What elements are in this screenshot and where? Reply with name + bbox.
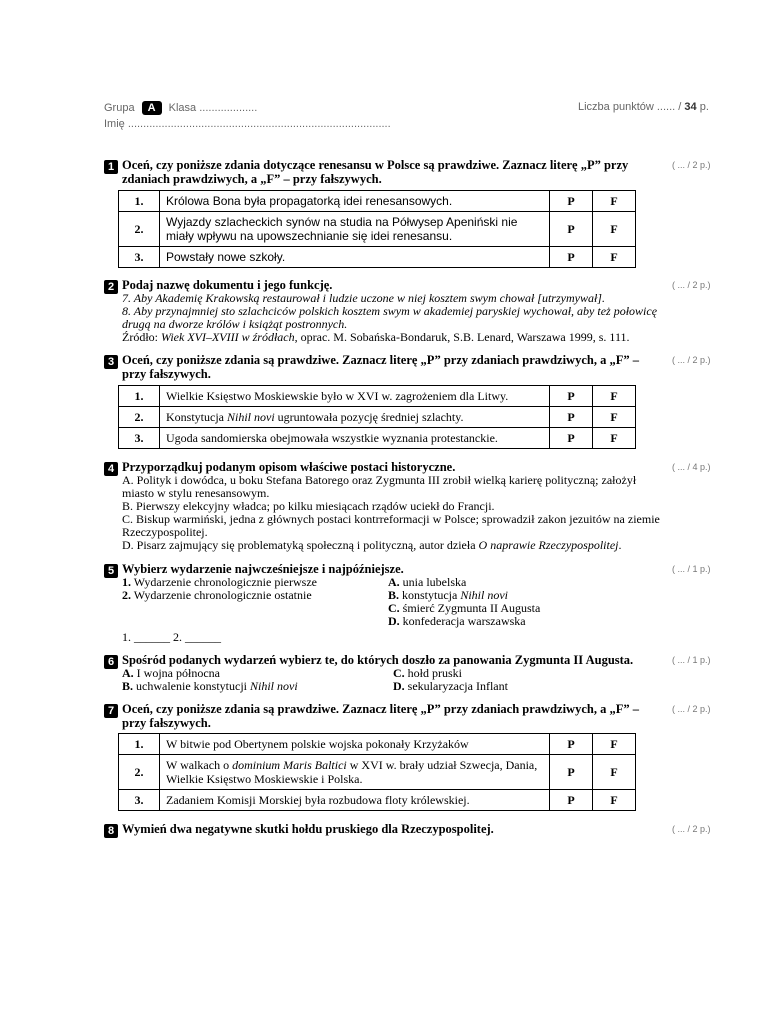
false-option[interactable]: F	[593, 734, 636, 755]
task-score: ( ... / 2 p.)	[672, 704, 711, 714]
task-2	[104, 278, 664, 344]
task-number: 8	[104, 824, 118, 838]
task-number: 5	[104, 564, 118, 578]
true-false-table-1	[118, 190, 636, 268]
task-question: Spośród podanych wydarzeń wybierz te, do których doszło za panowania Zygmunta II Augusta.	[122, 653, 634, 667]
task-score: ( ... / 1 p.)	[672, 655, 711, 665]
row-statement	[160, 755, 550, 790]
statement-text: w XVI w. brały udział Szwecja, Dania, Wielkie Księstwo Moskiewskie i Polska.	[166, 758, 538, 786]
header-group	[104, 101, 257, 115]
row-number: 2.	[119, 212, 160, 247]
table-row	[119, 428, 636, 449]
option-b[interactable]	[122, 680, 298, 693]
option-letter: A.	[388, 575, 400, 589]
task-question: Wymień dwa negatywne skutki hołdu pruskiego dla Rzeczypospolitej.	[122, 822, 494, 836]
table-row	[119, 212, 636, 247]
option-text: hołd pruski	[407, 666, 463, 680]
table-row	[119, 734, 636, 755]
task-score: ( ... / 4 p.)	[672, 462, 711, 472]
label-number: 2.	[122, 588, 131, 602]
table-row	[119, 790, 636, 811]
row-number: 2.	[119, 407, 160, 428]
option-letter: C.	[388, 601, 400, 615]
table-row	[119, 247, 636, 268]
false-option[interactable]: F	[593, 755, 636, 790]
option-emphasis: Nihil novi	[250, 679, 298, 693]
task-7	[104, 702, 664, 730]
description-d	[122, 539, 664, 552]
row-number: 3.	[119, 247, 160, 268]
option-letter: B.	[122, 679, 134, 693]
true-option[interactable]: P	[550, 386, 593, 407]
source-citation	[122, 331, 664, 344]
points-total: 34	[684, 101, 697, 113]
row-statement: Ugoda sandomierska obejmowała wszystkie wyznania protestanckie.	[160, 428, 550, 449]
row-number: 3.	[119, 428, 160, 449]
true-option[interactable]: P	[550, 191, 593, 212]
row-statement: Wielkie Księstwo Moskiewskie było w XVI w. zagrożeniem dla Litwy.	[160, 386, 550, 407]
option-emphasis: Nihil novi	[460, 588, 509, 602]
true-option[interactable]: P	[550, 212, 593, 247]
table-row	[119, 755, 636, 790]
description-text: D. Pisarz zajmujący się problematyką społeczną i polityczną, autor dzieła	[122, 538, 479, 552]
task-6-options-left	[122, 667, 298, 693]
points-unit: p.	[699, 101, 709, 113]
points-label: Liczba punktów ...... /	[578, 101, 682, 113]
false-option[interactable]: F	[593, 386, 636, 407]
true-option[interactable]: P	[550, 247, 593, 268]
task-number: 6	[104, 655, 118, 669]
row-number: 1.	[119, 734, 160, 755]
task-question: Przyporządkuj podanym opisom właściwe postaci historyczne.	[122, 460, 456, 474]
task-6	[104, 653, 664, 667]
class-label: Klasa ...................	[168, 102, 258, 114]
false-option[interactable]: F	[593, 191, 636, 212]
task-5-options	[388, 576, 540, 628]
table-row	[119, 191, 636, 212]
row-statement	[160, 407, 550, 428]
option-text: unia lubelska	[402, 575, 467, 589]
option-letter: D.	[393, 679, 405, 693]
false-option[interactable]: F	[593, 790, 636, 811]
label-text: Wydarzenie chronologicznie pierwsze	[133, 575, 317, 589]
description-c: C. Biskup warmiński, jedna z głównych postaci kontrreformacji w Polsce; sprowadził zakon jezuitów na ziemie Rzeczypospolitej.	[122, 512, 660, 539]
label-number: 1.	[122, 575, 131, 589]
task-5	[104, 562, 664, 576]
table-row	[119, 386, 636, 407]
group-label: Grupa	[104, 102, 135, 114]
label-last	[122, 589, 317, 602]
task-score: ( ... / 2 p.)	[672, 160, 711, 170]
task-score: ( ... / 2 p.)	[672, 824, 711, 834]
description-b: B. Pierwszy elekcyjny władca; po kilku miesiącach rządów uciekł do Francji.	[122, 499, 495, 513]
statement-emphasis: dominium Maris Baltici	[232, 758, 347, 772]
true-option[interactable]: P	[550, 407, 593, 428]
task-number: 2	[104, 280, 118, 294]
task-score: ( ... / 2 p.)	[672, 280, 711, 290]
option-text: konstytucja	[402, 588, 461, 602]
true-false-table-7	[118, 733, 636, 811]
option-letter: D.	[388, 614, 400, 628]
group-badge: A	[142, 101, 162, 115]
name-field: Imię ......................................................................................	[104, 118, 391, 130]
task-question: Oceń, czy poniższe zdania dotyczące renesansu w Polsce są prawdziwe. Zaznacz literę „P” przy zdaniach prawdziwych, a „F” – przy fałszywych.	[122, 158, 629, 186]
task-1	[104, 158, 664, 186]
task-score: ( ... / 2 p.)	[672, 355, 711, 365]
option-text: sekularyzacja Inflant	[407, 679, 508, 693]
description-text: .	[618, 538, 622, 552]
true-option[interactable]: P	[550, 755, 593, 790]
true-option[interactable]: P	[550, 734, 593, 755]
task-3	[104, 353, 664, 381]
label-text: Wydarzenie chronologicznie ostatnie	[133, 588, 312, 602]
statement-text: Konstytucja	[166, 409, 227, 424]
false-option[interactable]: F	[593, 247, 636, 268]
source-title: Wiek XVI–XVIII w źródłach	[161, 330, 295, 344]
option-d[interactable]	[393, 680, 508, 693]
true-option[interactable]: P	[550, 428, 593, 449]
true-false-table-3	[118, 385, 636, 449]
task-question: Oceń, czy poniższe zdania są prawdziwe. Zaznacz literę „P” przy zdaniach prawdziwych, a „F” – przy fałszywych.	[122, 353, 639, 381]
row-number: 1.	[119, 386, 160, 407]
row-statement: W bitwie pod Obertynem polskie wojska pokonały Krzyżaków	[160, 734, 550, 755]
option-text: śmierć Zygmunta II Augusta	[402, 601, 541, 615]
option-d[interactable]	[388, 615, 540, 628]
task-4	[104, 460, 664, 552]
task-6-options-right	[393, 667, 508, 693]
option-text: I wojna północna	[136, 666, 220, 680]
answer-blanks[interactable]: 1. ______ 2. ______	[122, 630, 221, 644]
table-row	[119, 407, 636, 428]
option-text: konfederacja warszawska	[402, 614, 526, 628]
source-line-8: 8. Aby przynajmniej sto szlachciców polskich kosztem swym w akademiej paryskiej wychował, aby też połowicę drugą na dworze królów i książąt postronnych.	[122, 304, 658, 331]
statement-text: W walkach o	[166, 758, 233, 772]
row-statement: Zadaniem Komisji Morskiej była rozbudowa floty królewskiej.	[160, 790, 550, 811]
row-statement: Powstały nowe szkoły.	[160, 247, 550, 268]
source-label: Źródło:	[122, 330, 158, 344]
source-details: , oprac. M. Sobańska-Bondaruk, S.B. Lenard, Warszawa 1999, s. 111.	[294, 330, 630, 344]
false-option[interactable]: F	[593, 212, 636, 247]
statement-emphasis: Nihil novi	[227, 409, 275, 424]
task-score: ( ... / 1 p.)	[672, 564, 711, 574]
source-line-7: 7. Aby Akademię Krakowską restaurował i ludzie uczone w niej kosztem swym chował [utrzymywał].	[122, 291, 605, 305]
description-emphasis: O naprawie Rzeczypospolitej	[478, 538, 619, 552]
task-8	[104, 822, 664, 836]
task-question: Podaj nazwę dokumentu i jego funkcję.	[122, 278, 333, 292]
task-number: 1	[104, 160, 118, 174]
option-letter: C.	[393, 666, 405, 680]
row-number: 3.	[119, 790, 160, 811]
row-number: 1.	[119, 191, 160, 212]
false-option[interactable]: F	[593, 428, 636, 449]
task-number: 4	[104, 462, 118, 476]
false-option[interactable]: F	[593, 407, 636, 428]
option-text: uchwalenie konstytucji	[136, 679, 250, 693]
row-statement: Królowa Bona była propagatorką idei renesansowych.	[160, 191, 550, 212]
task-5-labels	[122, 576, 317, 602]
task-number: 3	[104, 355, 118, 369]
description-a: A. Polityk i dowódca, u boku Stefana Batorego oraz Zygmunta III zrobił wielką karierę polityczną; założył miasto w stylu renesansowym.	[122, 473, 637, 500]
option-letter: B.	[388, 588, 400, 602]
points-summary	[578, 101, 709, 113]
true-option[interactable]: P	[550, 790, 593, 811]
option-letter: A.	[122, 666, 134, 680]
task-number: 7	[104, 704, 118, 718]
task-question: Wybierz wydarzenie najwcześniejsze i najpóźniejsze.	[122, 562, 404, 576]
task-question: Oceń, czy poniższe zdania są prawdziwe. Zaznacz literę „P” przy zdaniach prawdziwych, a „F” – przy fałszywych.	[122, 702, 639, 730]
statement-text: ugruntowała pozycję średniej szlachty.	[274, 409, 464, 424]
row-statement: Wyjazdy szlacheckich synów na studia na Półwysep Apeniński nie miały wpływu na upowszechnianie się idei renesansu.	[160, 212, 550, 247]
row-number: 2.	[119, 755, 160, 790]
